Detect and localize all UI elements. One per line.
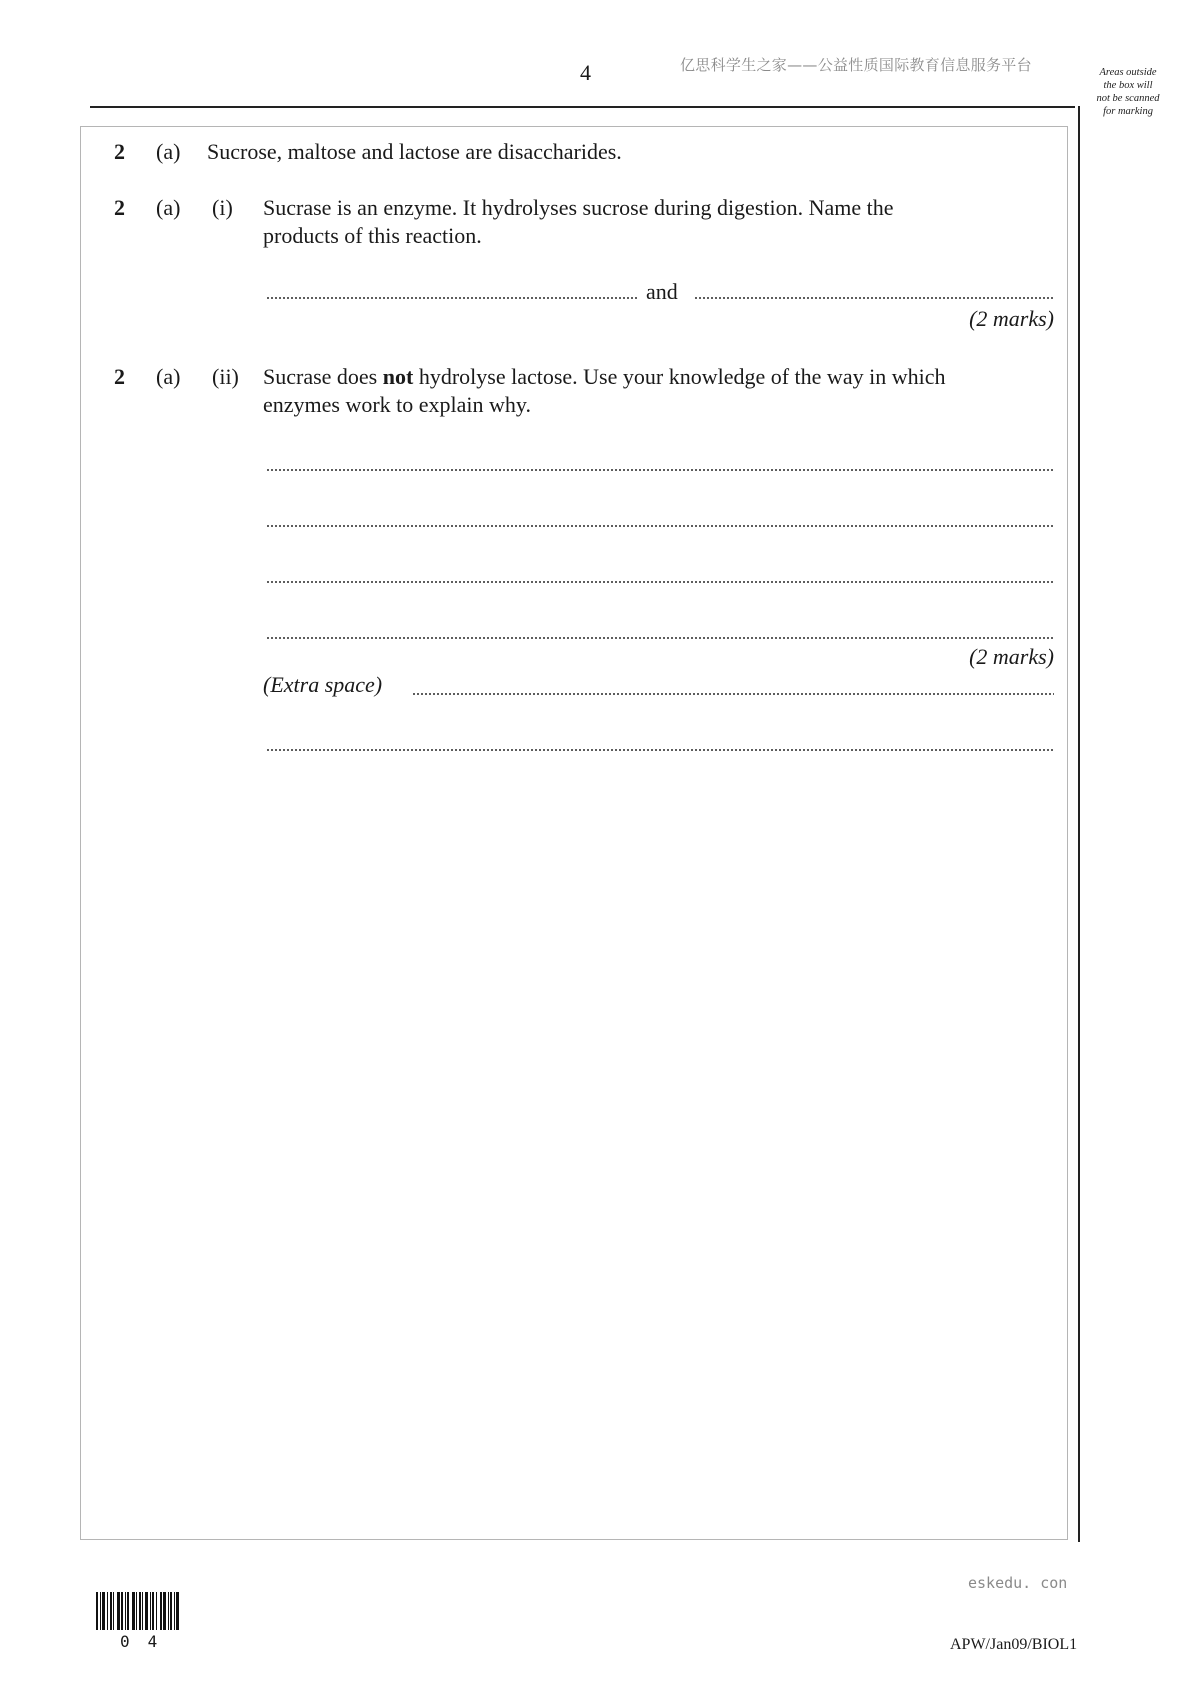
- answer-line[interactable]: [266, 296, 638, 300]
- question-part: (a): [156, 195, 181, 220]
- margin-note-line: the box will: [1103, 80, 1153, 91]
- question-number: 2: [114, 195, 125, 220]
- answer-box: [80, 126, 1068, 1540]
- marks-label: (2 marks): [969, 644, 1054, 669]
- answer-line[interactable]: [266, 524, 1054, 528]
- marks-label: (2 marks): [969, 306, 1054, 331]
- margin-note-line: for marking: [1103, 106, 1153, 117]
- question-stem: Sucrose, maltose and lactose are disaccharides.: [207, 139, 622, 164]
- extra-space-label: (Extra space): [263, 672, 383, 697]
- barcode: [96, 1592, 190, 1630]
- page-number: 4: [580, 60, 591, 85]
- answer-line[interactable]: [412, 692, 1054, 696]
- question-number: 2: [114, 364, 125, 389]
- question-part: (a): [156, 139, 181, 164]
- answer-line[interactable]: [266, 580, 1054, 584]
- question-text-line: Sucrase is an enzyme. It hydrolyses sucrose during digestion. Name the: [263, 195, 894, 220]
- question-text: [263, 194, 1033, 250]
- question-number: 2: [114, 139, 125, 164]
- margin-note-line: not be scanned: [1096, 93, 1160, 104]
- emphasis-not: not: [382, 364, 414, 389]
- question-text-line: [263, 363, 1033, 391]
- question-text-line: products of this reaction.: [263, 223, 482, 248]
- barcode-text: 04: [120, 1632, 176, 1651]
- paper-code: APW/Jan09/BIOL1: [950, 1636, 1078, 1653]
- question-part: (a): [156, 364, 181, 389]
- question-text-part: Sucrase does: [263, 364, 383, 389]
- answer-joiner: and: [646, 279, 678, 304]
- answer-line[interactable]: [266, 636, 1054, 640]
- margin-rule: [1078, 106, 1080, 1542]
- question-text: [263, 363, 1033, 419]
- site-text: eskedu. con: [968, 1574, 1068, 1592]
- answer-line[interactable]: [266, 748, 1054, 752]
- answer-line[interactable]: [694, 296, 1054, 300]
- margin-note-line: Areas outside: [1099, 67, 1157, 78]
- answer-line[interactable]: [266, 468, 1054, 472]
- question-subpart: (ii): [212, 364, 239, 389]
- watermark-text: 亿思科学生之家——公益性质国际教育信息服务平台: [680, 56, 1032, 74]
- margin-note: [1088, 66, 1168, 118]
- question-subpart: (i): [212, 195, 233, 220]
- top-rule: [90, 106, 1075, 108]
- question-text-line: enzymes work to explain why.: [263, 392, 532, 417]
- question-text-part: hydrolyse lactose. Use your knowledge of the way in which: [413, 364, 946, 389]
